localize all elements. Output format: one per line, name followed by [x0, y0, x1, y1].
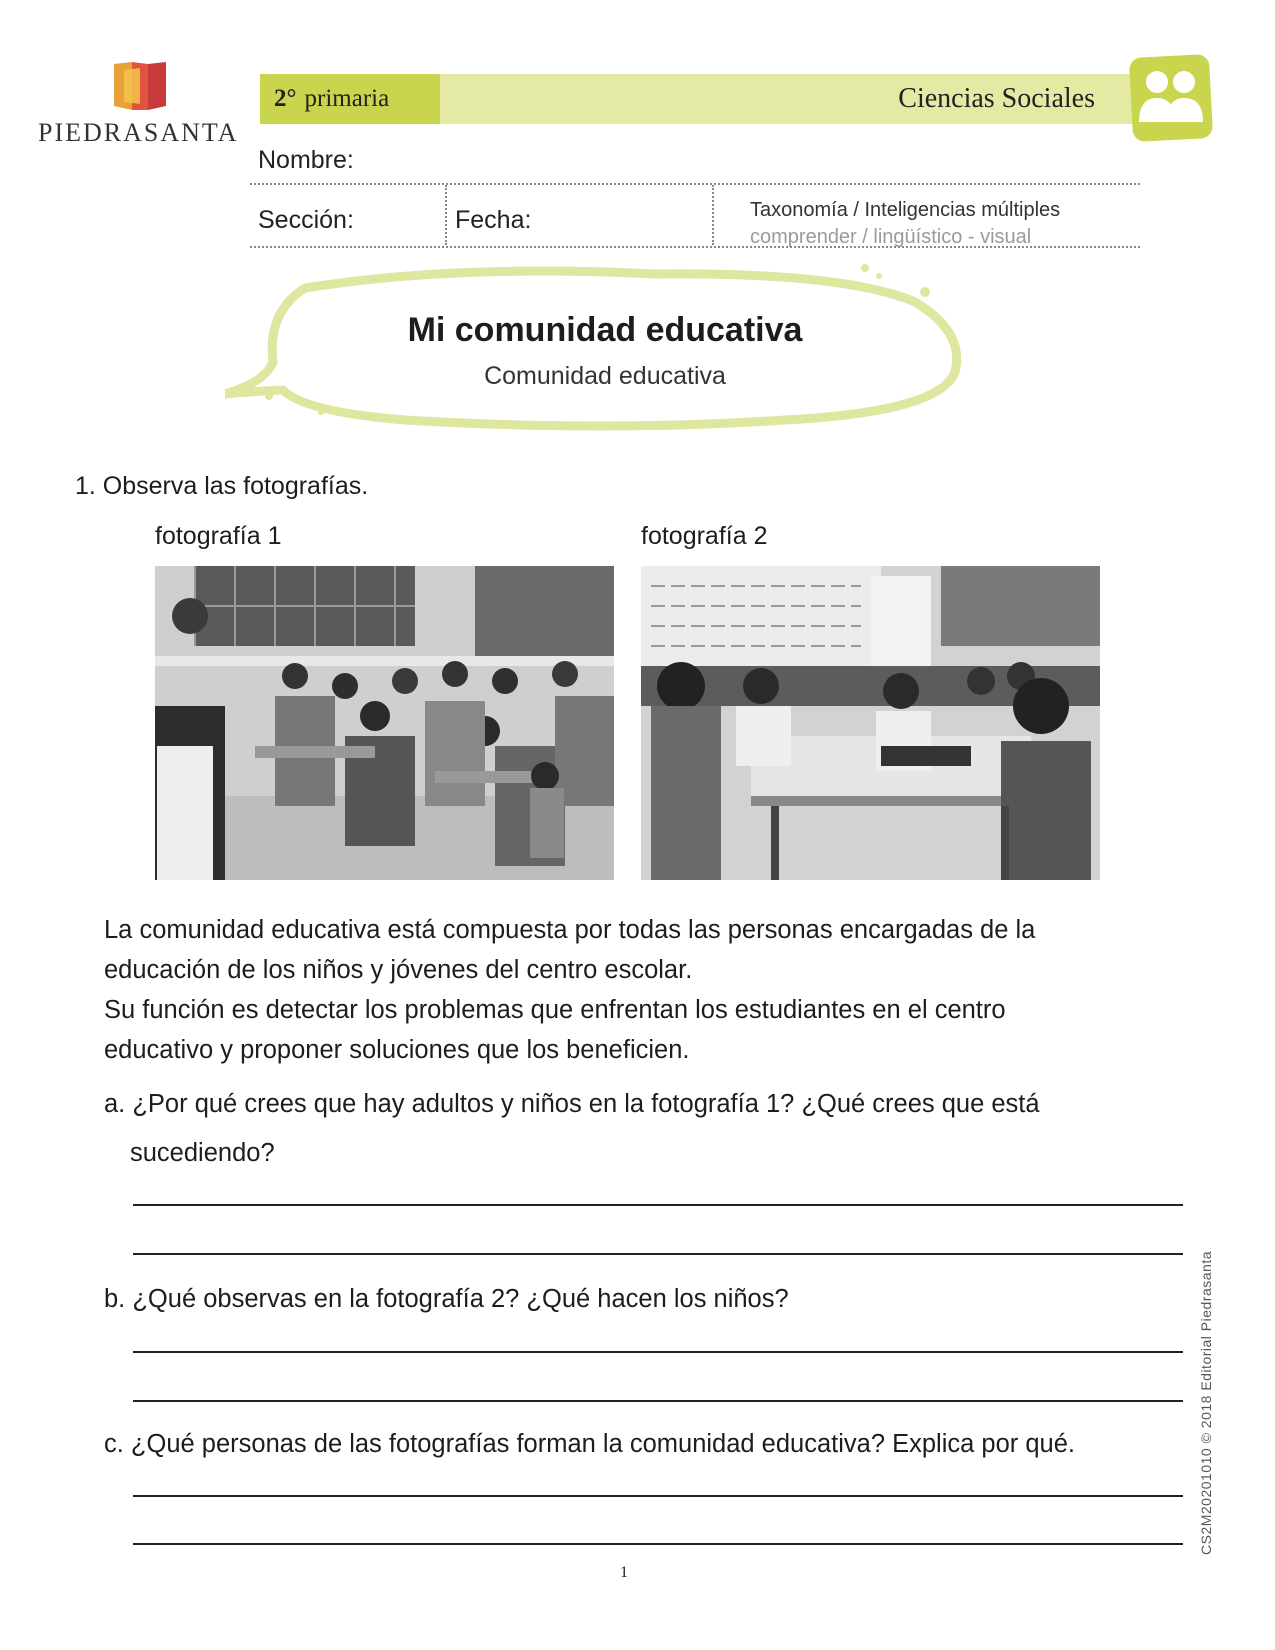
answer-line-a2[interactable] [133, 1253, 1183, 1255]
description-paragraph [104, 910, 1154, 1070]
answer-line-b1[interactable] [133, 1351, 1183, 1353]
page-number: 1 [620, 1564, 628, 1581]
photo2-label: fotografía 2 [641, 522, 768, 550]
question-c: c. ¿Qué personas de las fotografías forman la comunidad educativa? Explica por qué. [104, 1430, 1075, 1458]
piedrasanta-logo-icon [112, 60, 168, 112]
answer-line-c1[interactable] [133, 1495, 1183, 1497]
title-bubble [225, 262, 985, 452]
answer-line-a1[interactable] [133, 1204, 1183, 1206]
question-b: b. ¿Qué observas en la fotografía 2? ¿Qué hacen los niños? [104, 1285, 789, 1313]
paragraph-line: educativo y proponer soluciones que los beneficien. [104, 1036, 690, 1064]
taxonomy-title: Taxonomía / Inteligencias múltiples [750, 199, 1061, 221]
grade-level: primaria [304, 85, 390, 112]
date-label: Fecha: [455, 206, 532, 234]
question-a-continued: sucediendo? [130, 1139, 275, 1167]
name-label: Nombre: [258, 146, 354, 174]
paragraph-line: La comunidad educativa está compuesta por todas las personas encargadas de la [104, 916, 1036, 944]
grade-label [260, 74, 440, 124]
taxonomy-value: comprender / lingüístico - visual [750, 226, 1032, 248]
name-divider [250, 183, 1140, 185]
section-label: Sección: [258, 206, 354, 234]
answer-line-c2[interactable] [133, 1543, 1183, 1545]
brand-name: PIEDRASANTA [38, 118, 239, 147]
people-icon [1127, 52, 1215, 144]
answer-line-b2[interactable] [133, 1400, 1183, 1402]
paragraph-line: educación de los niños y jóvenes del centro escolar. [104, 956, 693, 984]
grade-number: 2° [274, 85, 297, 112]
photo-2 [641, 566, 1100, 880]
paragraph-line: Su función es detectar los problemas que enfrentan los estudiantes en el centro [104, 996, 1006, 1024]
photo1-label: fotografía 1 [155, 522, 282, 550]
page-title: Mi comunidad educativa [407, 311, 803, 349]
photo-1 [155, 566, 614, 880]
question-a: a. ¿Por qué crees que hay adultos y niños en la fotografía 1? ¿Qué crees que está [104, 1090, 1040, 1118]
instruction: 1. Observa las fotografías. [75, 472, 369, 500]
page-subtitle: Comunidad educativa [484, 362, 726, 390]
section-divider [445, 185, 447, 245]
subject-title: Ciencias Sociales [440, 74, 1140, 124]
date-divider [712, 185, 714, 245]
copyright-text: CS2M20201010 © 2018 Editorial Piedrasanta [1198, 1251, 1214, 1555]
info-bottom-divider [250, 246, 1140, 248]
